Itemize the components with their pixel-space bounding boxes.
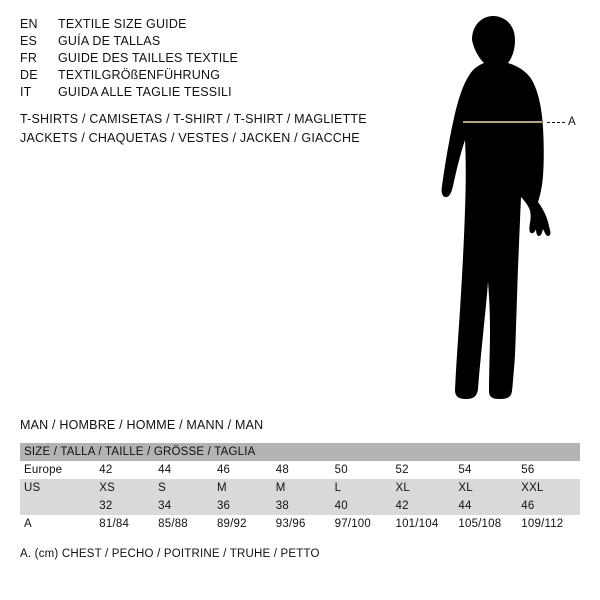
language-title: GUIDA ALLE TAGLIE TESSILI (58, 85, 232, 99)
cell: 44 (158, 464, 172, 476)
row-label (20, 497, 95, 515)
cell: 32 (99, 500, 113, 512)
language-row (20, 16, 350, 33)
language-row (20, 67, 350, 84)
cell: 46 (216, 464, 231, 476)
cell: 93/96 (275, 518, 306, 530)
row-label: Europe (24, 464, 63, 476)
language-row (20, 50, 350, 67)
cell: XXL (521, 482, 544, 494)
cell: 34 (158, 500, 172, 512)
cell: 81/84 (99, 518, 130, 530)
cell: 42 (99, 464, 113, 476)
cell: 44 (458, 500, 472, 512)
cell: 42 (395, 500, 409, 512)
language-code: DE (20, 68, 38, 82)
language-title: GUÍA DE TALLAS (58, 34, 161, 48)
cell: 48 (275, 464, 289, 476)
language-row (20, 33, 350, 50)
cell: 56 (521, 464, 535, 476)
cell: 54 (458, 464, 472, 476)
cell: L (334, 482, 342, 494)
silhouette-icon (400, 10, 600, 405)
cell: 50 (334, 464, 348, 476)
language-title-list (20, 16, 350, 101)
chest-marker-leader (547, 122, 565, 124)
cell: 89/92 (216, 518, 247, 530)
size-table (20, 443, 580, 533)
cell: 109/112 (521, 518, 564, 530)
cell: XL (395, 482, 410, 494)
table-row (20, 461, 580, 479)
cell: 97/100 (334, 518, 371, 530)
chest-marker-label: A (568, 116, 577, 128)
language-code: EN (20, 17, 38, 31)
language-code: IT (20, 85, 32, 99)
cell: 36 (216, 500, 231, 512)
cell: XS (99, 482, 116, 494)
language-title: TEXTILGRÖßENFÜHRUNG (58, 68, 221, 82)
cell: 85/88 (158, 518, 188, 530)
cell: 46 (521, 500, 535, 512)
category-jackets: JACKETS / CHAQUETAS / VESTES / JACKEN / GIACCHE (20, 131, 360, 145)
garment-category-list (20, 110, 380, 148)
cell: 105/108 (458, 518, 502, 530)
row-label: A (24, 518, 32, 530)
cell: 38 (275, 500, 289, 512)
cell: 101/104 (395, 518, 439, 530)
cell: M (216, 482, 227, 494)
category-tshirts: T-SHIRTS / CAMISETAS / T-SHIRT / T-SHIRT / MAGLIETTE (20, 112, 367, 126)
male-silhouette-figure (400, 10, 600, 405)
table-row (20, 479, 580, 497)
table-row (20, 497, 580, 515)
table-header-row (20, 443, 580, 461)
language-row (20, 84, 350, 101)
language-title: GUIDE DES TAILLES TEXTILE (58, 51, 239, 65)
language-code: FR (20, 51, 38, 65)
cell: M (275, 482, 286, 494)
table-row (20, 515, 580, 533)
cell: XL (458, 482, 473, 494)
cell: S (158, 482, 166, 494)
row-label: US (24, 482, 41, 494)
cell: 52 (395, 464, 409, 476)
language-code: ES (20, 34, 38, 48)
table-section-title: MAN / HOMBRE / HOMME / MANN / MAN (20, 418, 264, 432)
table-header-label: SIZE / TALLA / TAILLE / GRÖSSE / TAGLIA (24, 446, 256, 458)
table-footnote: A. (cm) CHEST / PECHO / POITRINE / TRUHE / PETTO (20, 548, 320, 560)
cell: 40 (334, 500, 348, 512)
language-title: TEXTILE SIZE GUIDE (58, 17, 187, 31)
